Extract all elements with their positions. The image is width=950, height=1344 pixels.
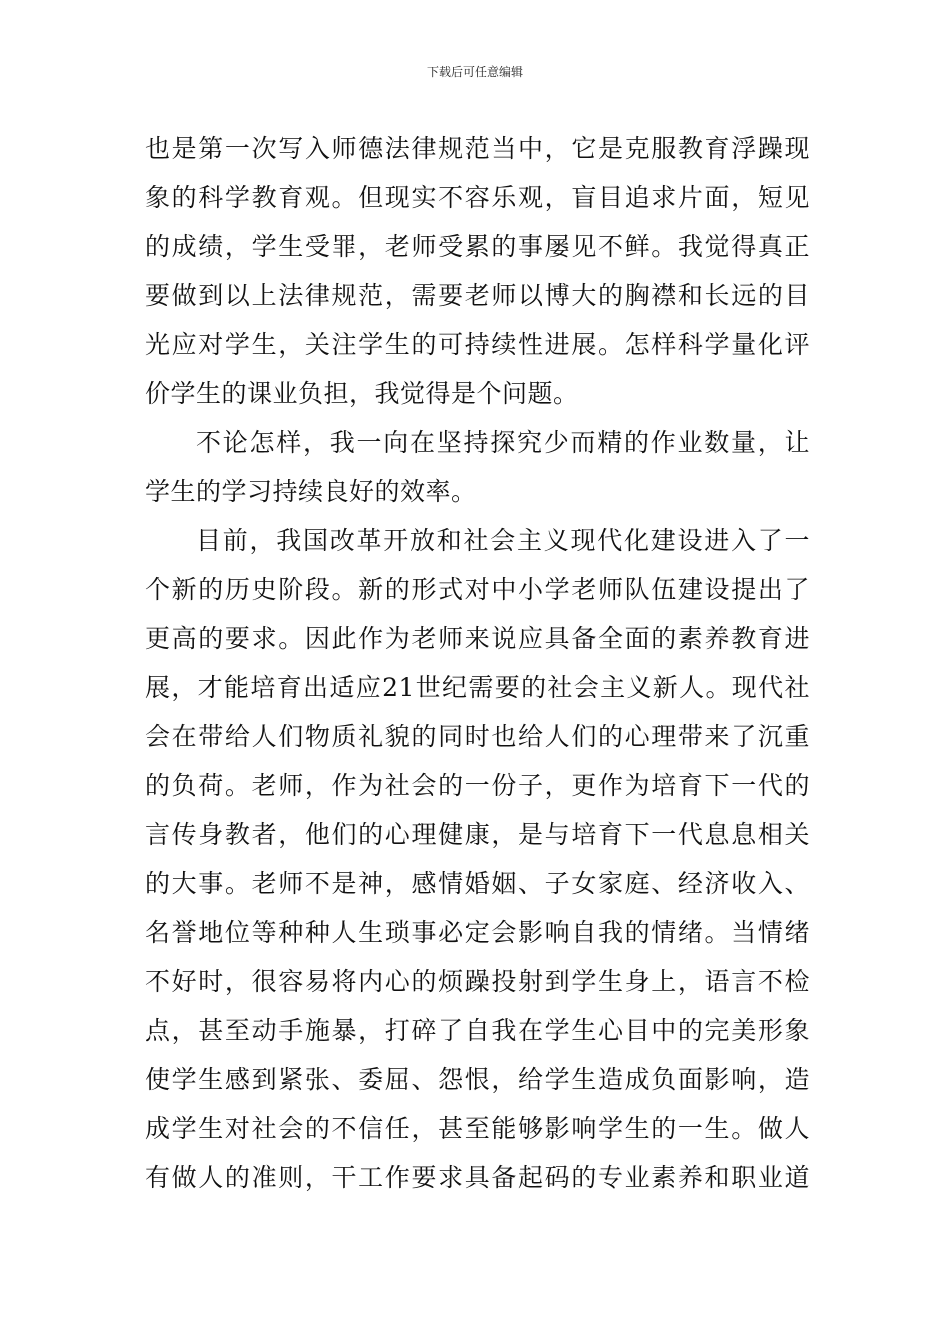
text-line: 要做到以上法律规范，需要老师以博大的胸襟和长远的目	[145, 281, 810, 310]
text-line: 个新的历史阶段。新的形式对中小学老师队伍建设提出了	[145, 575, 810, 604]
paragraph-2	[145, 418, 810, 516]
text-line: 更高的要求。因此作为老师来说应具备全面的素养教育进	[145, 624, 810, 653]
page-header: 下载后可任意编辑	[426, 65, 523, 79]
text-line: 展，才能培育出适应21世纪需要的社会主义新人。现代社	[145, 673, 810, 702]
text-line: 的成绩，学生受罪，老师受累的事屡见不鲜。我觉得真正	[145, 232, 810, 261]
text-line: 价学生的课业负担，我觉得是个问题。	[145, 379, 579, 408]
text-line: 象的科学教育观。但现实不容乐观，盲目追求片面，短见	[145, 183, 810, 212]
text-line: 不好时，很容易将内心的烦躁投射到学生身上，语言不检	[145, 967, 810, 996]
paragraph-1	[145, 124, 810, 418]
text-line: 光应对学生，关注学生的可持续性进展。怎样科学量化评	[145, 330, 810, 359]
document-body	[145, 124, 810, 1202]
text-line: 成学生对社会的不信任，甚至能够影响学生的一生。做人	[145, 1114, 810, 1143]
text-line: 会在带给人们物质礼貌的同时也给人们的心理带来了沉重	[145, 722, 810, 751]
text-line: 点，甚至动手施暴，打碎了自我在学生心目中的完美形象	[145, 1016, 810, 1045]
text-line: 不论怎样，我一向在坚持探究少而精的作业数量，让	[196, 428, 810, 457]
paragraph-3	[145, 516, 810, 1202]
text-line: 的大事。老师不是神，感情婚姻、子女家庭、经济收入、	[145, 869, 810, 898]
text-line: 名誉地位等种种人生琐事必定会影响自我的情绪。当情绪	[145, 918, 810, 947]
text-line: 有做人的准则，干工作要求具备起码的专业素养和职业道	[145, 1163, 810, 1192]
text-line: 的负荷。老师，作为社会的一份子，更作为培育下一代的	[145, 771, 810, 800]
text-line: 也是第一次写入师德法律规范当中，它是克服教育浮躁现	[145, 134, 810, 163]
text-line: 目前，我国改革开放和社会主义现代化建设进入了一	[196, 526, 810, 555]
text-line: 言传身教者，他们的心理健康，是与培育下一代息息相关	[145, 820, 810, 849]
text-line: 使学生感到紧张、委屈、怨恨，给学生造成负面影响，造	[145, 1065, 810, 1094]
text-line: 学生的学习持续良好的效率。	[145, 477, 477, 506]
